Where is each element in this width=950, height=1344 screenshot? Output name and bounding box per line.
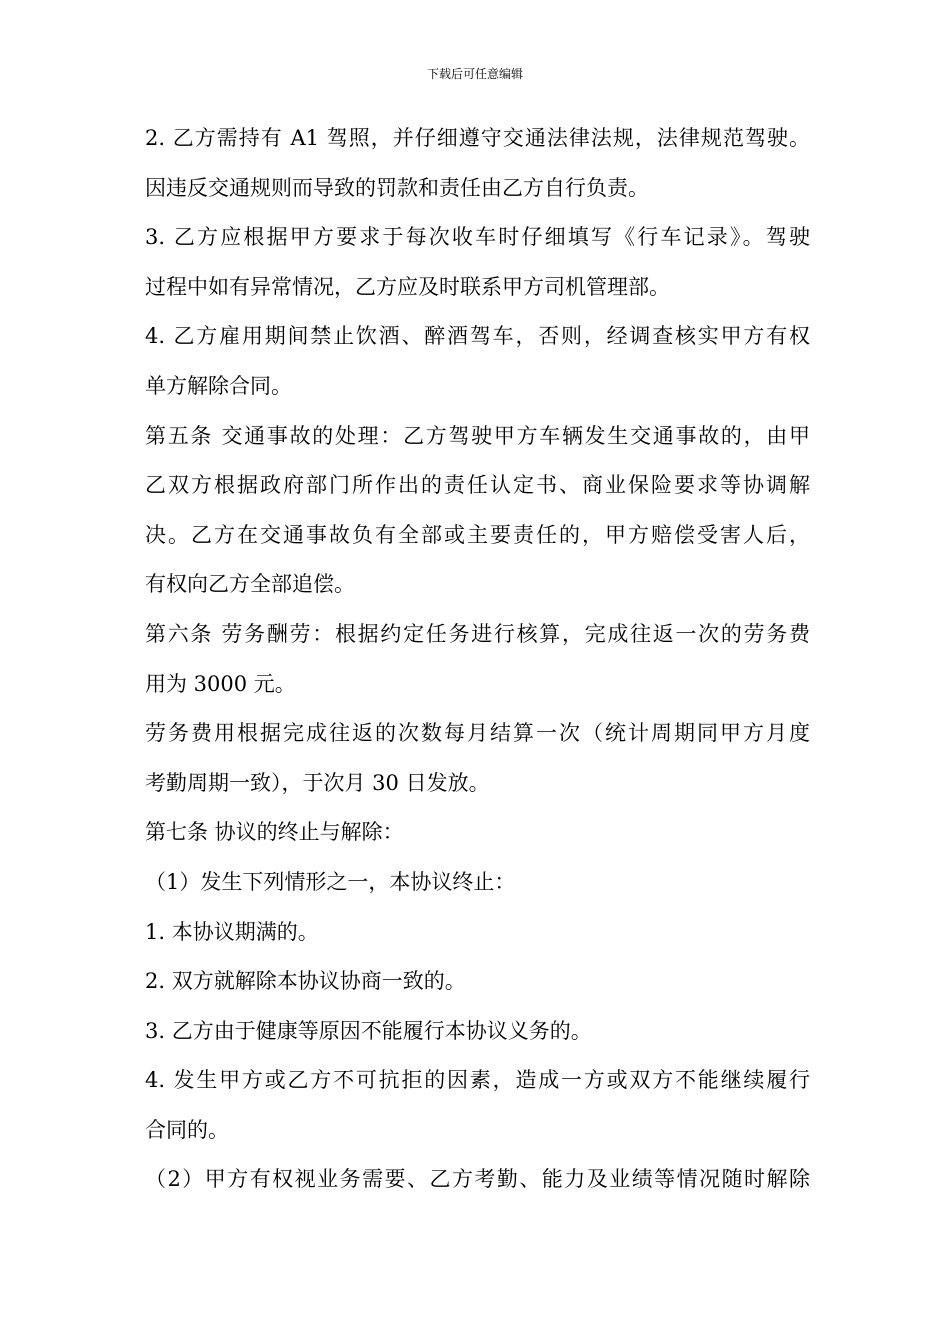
text-line: 单方解除合同。	[145, 373, 292, 398]
text-line: 2. 乙方需持有 A1 驾照，并仔细遵守交通法律法规，法律规范驾驶。	[145, 126, 810, 150]
text-line: 考勤周期一致），于次月 30 日发放。	[145, 770, 490, 795]
text-line: （2）甲方有权视业务需要、乙方考勤、能力及业绩等情况随时解除	[145, 1167, 810, 1192]
text-line: 劳务费用根据完成往返的次数每月结算一次（统计周期同甲方月度	[145, 721, 810, 746]
text-line: 第六条 劳务酬劳：根据约定任务进行核算，完成往返一次的劳务费	[145, 621, 810, 646]
document-body	[145, 114, 810, 1205]
text-line: 因违反交通规则而导致的罚款和责任由乙方自行负责。	[145, 175, 649, 200]
text-line: 2. 双方就解除本协议协商一致的。	[145, 969, 466, 994]
text-line: 乙双方根据政府部门所作出的责任认定书、商业保险要求等协调解	[145, 473, 810, 498]
text-line: 过程中如有异常情况，乙方应及时联系甲方司机管理部。	[145, 274, 670, 299]
text-line: 有权向乙方全部追偿。	[145, 572, 355, 597]
text-line: 合同的。	[145, 1117, 229, 1142]
text-line: 1. 本协议期满的。	[145, 919, 319, 944]
text-line: 4. 乙方雇用期间禁止饮酒、醉酒驾车，否则，经调查核实甲方有权	[145, 324, 810, 349]
text-line: 决。乙方在交通事故负有全部或主要责任的，甲方赔偿受害人后，	[145, 522, 810, 547]
text-line: 用为 3000 元。	[145, 671, 296, 696]
text-line: 4. 发生甲方或乙方不可抗拒的因素，造成一方或双方不能继续履行	[145, 1068, 810, 1093]
page-header: 下载后可任意编辑	[426, 67, 523, 81]
text-line: 第五条 交通事故的处理：乙方驾驶甲方车辆发生交通事故的，由甲	[145, 423, 810, 448]
text-line: 3. 乙方由于健康等原因不能履行本协议义务的。	[145, 1018, 592, 1043]
text-line: （1）发生下列情形之一，本协议终止：	[145, 869, 516, 894]
text-line: 第七条 协议的终止与解除：	[145, 820, 404, 845]
text-line: 3. 乙方应根据甲方要求于每次收车时仔细填写《行车记录》。驾驶	[145, 225, 810, 250]
